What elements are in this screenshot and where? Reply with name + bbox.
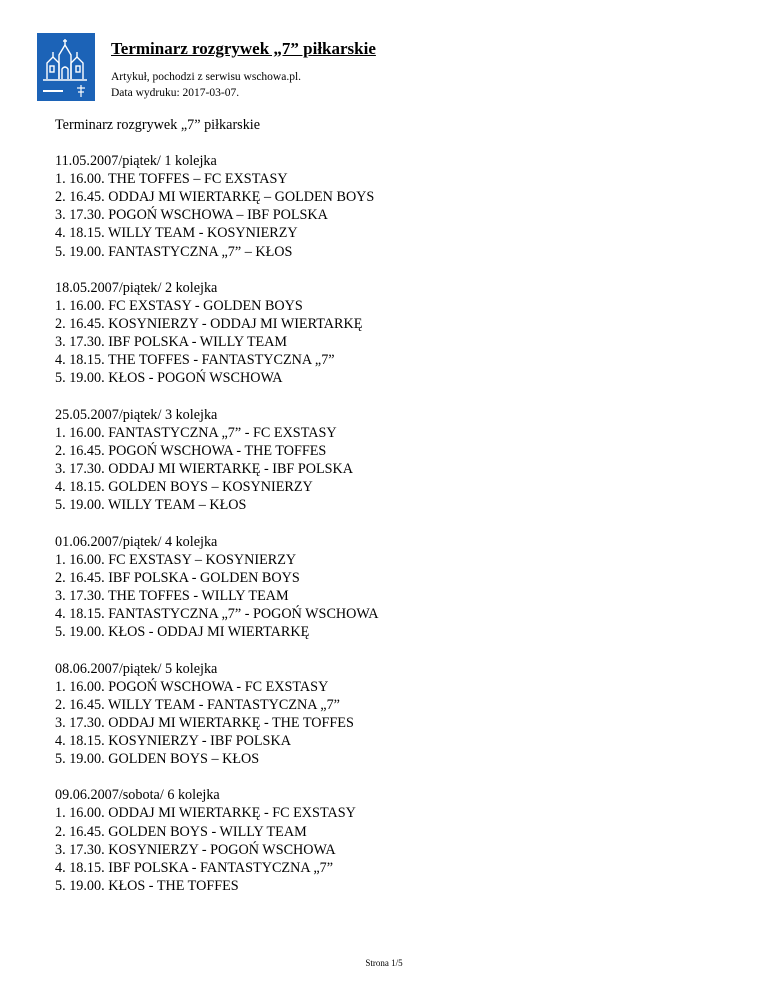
source-line: Artykuł, pochodzi z serwisu wschowa.pl. bbox=[111, 71, 302, 83]
match-line: 2. 16.45. WILLY TEAM - FANTASTYCZNA „7” bbox=[55, 696, 340, 713]
match-line: 5. 19.00. GOLDEN BOYS – KŁOS bbox=[55, 751, 260, 767]
match-line: 2. 16.45. IBF POLSKA - GOLDEN BOYS bbox=[55, 569, 300, 586]
match-line: 3. 17.30. POGOŃ WSCHOWA – IBF POLSKA bbox=[55, 207, 328, 224]
match-line: 3. 17.30. ODDAJ MI WIERTARKĘ - IBF POLSKA bbox=[55, 461, 354, 478]
round-heading: 01.06.2007/piątek/ 4 kolejka bbox=[55, 533, 218, 550]
round-block bbox=[55, 279, 735, 388]
match-line: 2. 16.45. KOSYNIERZY - ODDAJ MI WIERTARKĘ bbox=[55, 316, 363, 333]
match-line: 5. 19.00. KŁOS - POGOŃ WSCHOWA bbox=[55, 370, 283, 387]
round-heading: 09.06.2007/sobota/ 6 kolejka bbox=[55, 787, 220, 804]
round-block bbox=[55, 406, 735, 515]
match-line: 2. 16.45. POGOŃ WSCHOWA - THE TOFFES bbox=[55, 443, 327, 459]
match-line: 5. 19.00. FANTASTYCZNA „7” – KŁOS bbox=[55, 243, 293, 260]
fixtures-list bbox=[55, 152, 735, 895]
match-line: 1. 16.00. ODDAJ MI WIERTARKĘ - FC EXSTASY bbox=[55, 805, 356, 822]
match-line: 3. 17.30. THE TOFFES - WILLY TEAM bbox=[55, 587, 289, 604]
match-line: 5. 19.00. WILLY TEAM – KŁOS bbox=[55, 497, 247, 514]
match-line: 4. 18.15. THE TOFFES - FANTASTYCZNA „7” bbox=[55, 352, 335, 369]
match-line: 4. 18.15. KOSYNIERZY - IBF POLSKA bbox=[55, 732, 291, 749]
match-line: 1. 16.00. POGOŃ WSCHOWA - FC EXSTASY bbox=[55, 678, 329, 695]
match-line: 5. 19.00. KŁOS - ODDAJ MI WIERTARKĘ bbox=[55, 624, 310, 641]
article-body bbox=[55, 116, 735, 913]
print-date: Data wydruku: 2017-03-07. bbox=[111, 87, 240, 99]
round-block bbox=[55, 660, 735, 769]
match-line: 5. 19.00. KŁOS - THE TOFFES bbox=[55, 877, 239, 894]
round-heading: 25.05.2007/piątek/ 3 kolejka bbox=[55, 406, 218, 423]
match-line: 1. 16.00. FC EXSTASY – KOSYNIERZY bbox=[55, 551, 297, 568]
article-title: Terminarz rozgrywek „7” piłkarskie bbox=[55, 117, 261, 133]
match-line: 1. 16.00. FC EXSTASY - GOLDEN BOYS bbox=[55, 298, 303, 315]
match-line: 2. 16.45. ODDAJ MI WIERTARKĘ – GOLDEN BOYS bbox=[55, 189, 375, 206]
match-line: 3. 17.30. IBF POLSKA - WILLY TEAM bbox=[55, 334, 288, 351]
round-heading: 08.06.2007/piątek/ 5 kolejka bbox=[55, 660, 218, 677]
match-line: 4. 18.15. GOLDEN BOYS – KOSYNIERZY bbox=[55, 479, 313, 496]
round-block bbox=[55, 152, 735, 261]
page-number: Strona 1/5 bbox=[365, 958, 403, 968]
round-block bbox=[55, 533, 735, 642]
wschowa-town-logo-icon bbox=[37, 33, 95, 101]
match-line: 2. 16.45. GOLDEN BOYS - WILLY TEAM bbox=[55, 823, 307, 840]
round-heading: 18.05.2007/piątek/ 2 kolejka bbox=[55, 279, 218, 296]
match-line: 1. 16.00. THE TOFFES – FC EXSTASY bbox=[55, 171, 288, 188]
match-line: 4. 18.15. FANTASTYCZNA „7” - POGOŃ WSCHOWA bbox=[55, 606, 379, 623]
match-line: 3. 17.30. KOSYNIERZY - POGOŃ WSCHOWA bbox=[55, 841, 336, 858]
document-title: Terminarz rozgrywek „7” piłkarskie bbox=[111, 39, 376, 58]
match-line: 1. 16.00. FANTASTYCZNA „7” - FC EXSTASY bbox=[55, 424, 337, 441]
match-line: 4. 18.15. WILLY TEAM - KOSYNIERZY bbox=[55, 225, 298, 242]
round-heading: 11.05.2007/piątek/ 1 kolejka bbox=[55, 153, 217, 170]
match-line: 3. 17.30. ODDAJ MI WIERTARKĘ - THE TOFFES bbox=[55, 714, 354, 731]
match-line: 4. 18.15. IBF POLSKA - FANTASTYCZNA „7” bbox=[55, 859, 334, 876]
document-meta bbox=[111, 69, 301, 101]
round-block bbox=[55, 786, 735, 895]
